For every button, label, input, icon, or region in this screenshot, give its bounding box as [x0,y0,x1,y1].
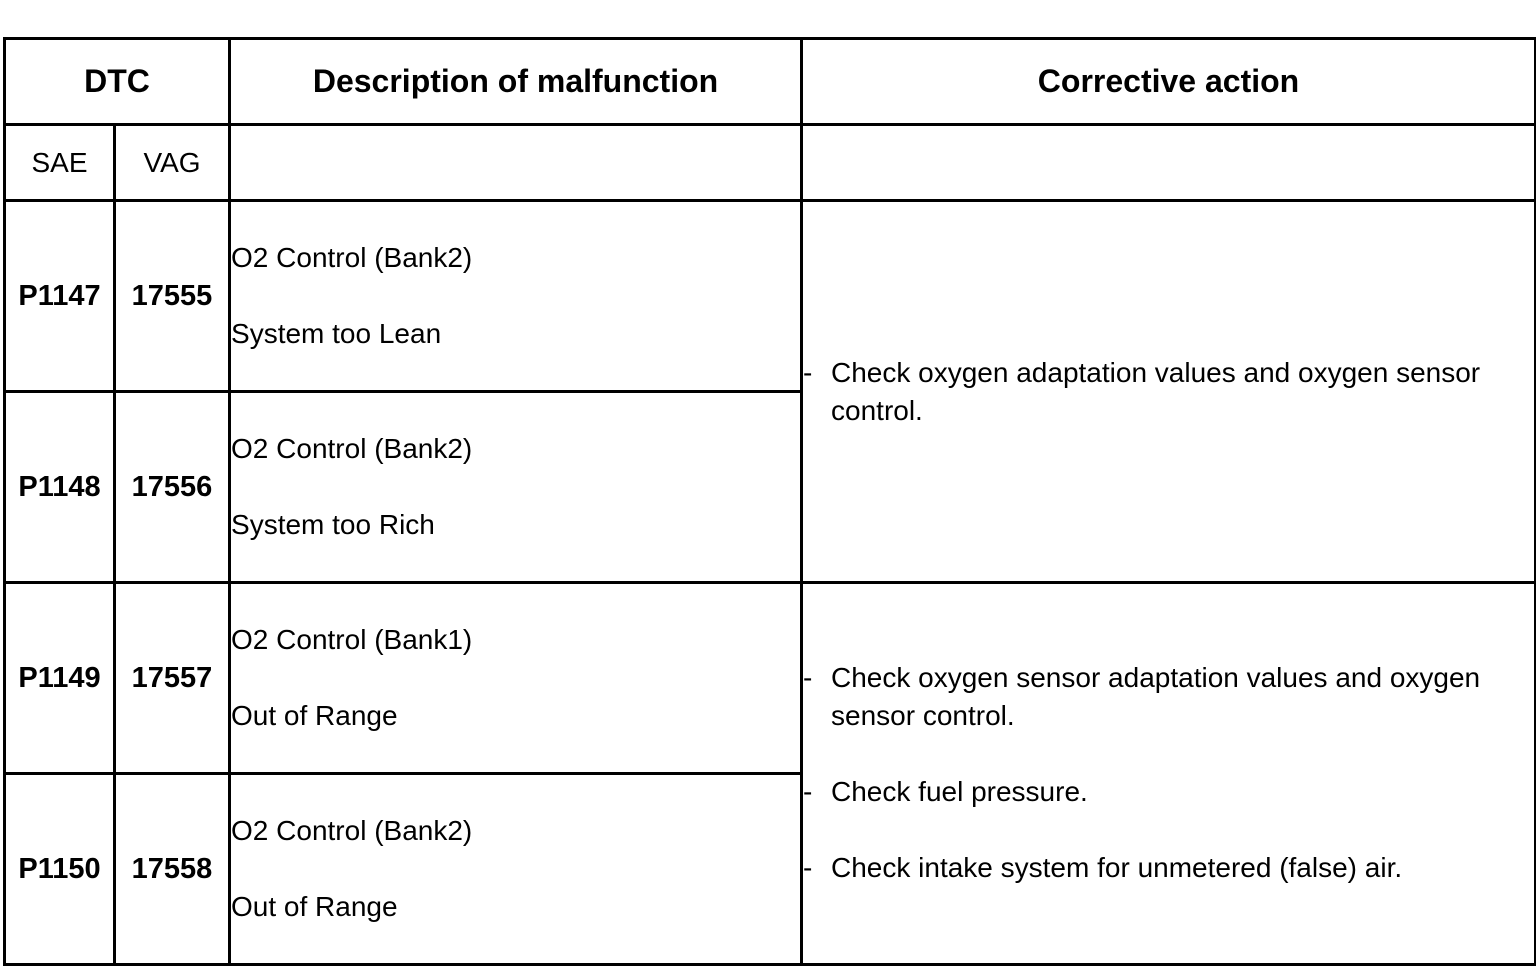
bullet-dash: - [803,851,813,883]
sae-code: P1148 [5,392,115,583]
dtc-table [3,37,1536,966]
description-line-1: O2 Control (Bank2) [231,433,473,464]
description-line-2: Out of Range [231,700,398,731]
sae-code: P1147 [5,201,115,392]
sae-code: P1150 [5,774,115,965]
malfunction-description [230,774,802,965]
empty-description-subheader [230,125,802,201]
bullet-dash: - [803,661,813,693]
sae-subheader: SAE [5,125,115,201]
description-line-1: O2 Control (Bank2) [231,815,473,846]
header-row [5,39,1536,125]
corrective-action-header: Corrective action [802,39,1536,125]
vag-subheader: VAG [115,125,230,201]
malfunction-description [230,201,802,392]
vag-code: 17555 [115,201,230,392]
action-text: Check intake system for unmetered (false) air. [831,851,1403,883]
action-item [803,659,1534,735]
sae-code: P1149 [5,583,115,774]
action-text: Check oxygen adaptation values and oxygen sensor control. [831,356,1481,426]
corrective-action-cell [802,201,1536,583]
description-line-2: Out of Range [231,891,398,922]
description-line-2: System too Rich [231,509,435,540]
description-line-2: System too Lean [231,318,442,349]
action-text: Check oxygen sensor adaptation values and oxygen sensor control. [831,661,1481,731]
subheader-row [5,125,1536,201]
dtc-table-wrapper [3,37,1536,966]
table-row [5,201,1536,392]
vag-code: 17558 [115,774,230,965]
empty-action-subheader [802,125,1536,201]
description-header: Description of malfunction [230,39,802,125]
action-text: Check fuel pressure. [831,775,1088,807]
dtc-header: DTC [5,39,230,125]
table-row [5,583,1536,774]
corrective-action-cell [802,583,1536,965]
bullet-dash: - [803,356,813,388]
description-line-1: O2 Control (Bank2) [231,242,473,273]
malfunction-description [230,392,802,583]
malfunction-description [230,583,802,774]
bullet-dash: - [803,775,813,807]
action-item [803,849,1534,887]
description-line-1: O2 Control (Bank1) [231,624,473,655]
vag-code: 17556 [115,392,230,583]
vag-code: 17557 [115,583,230,774]
action-item [803,773,1534,811]
action-item [803,354,1534,430]
